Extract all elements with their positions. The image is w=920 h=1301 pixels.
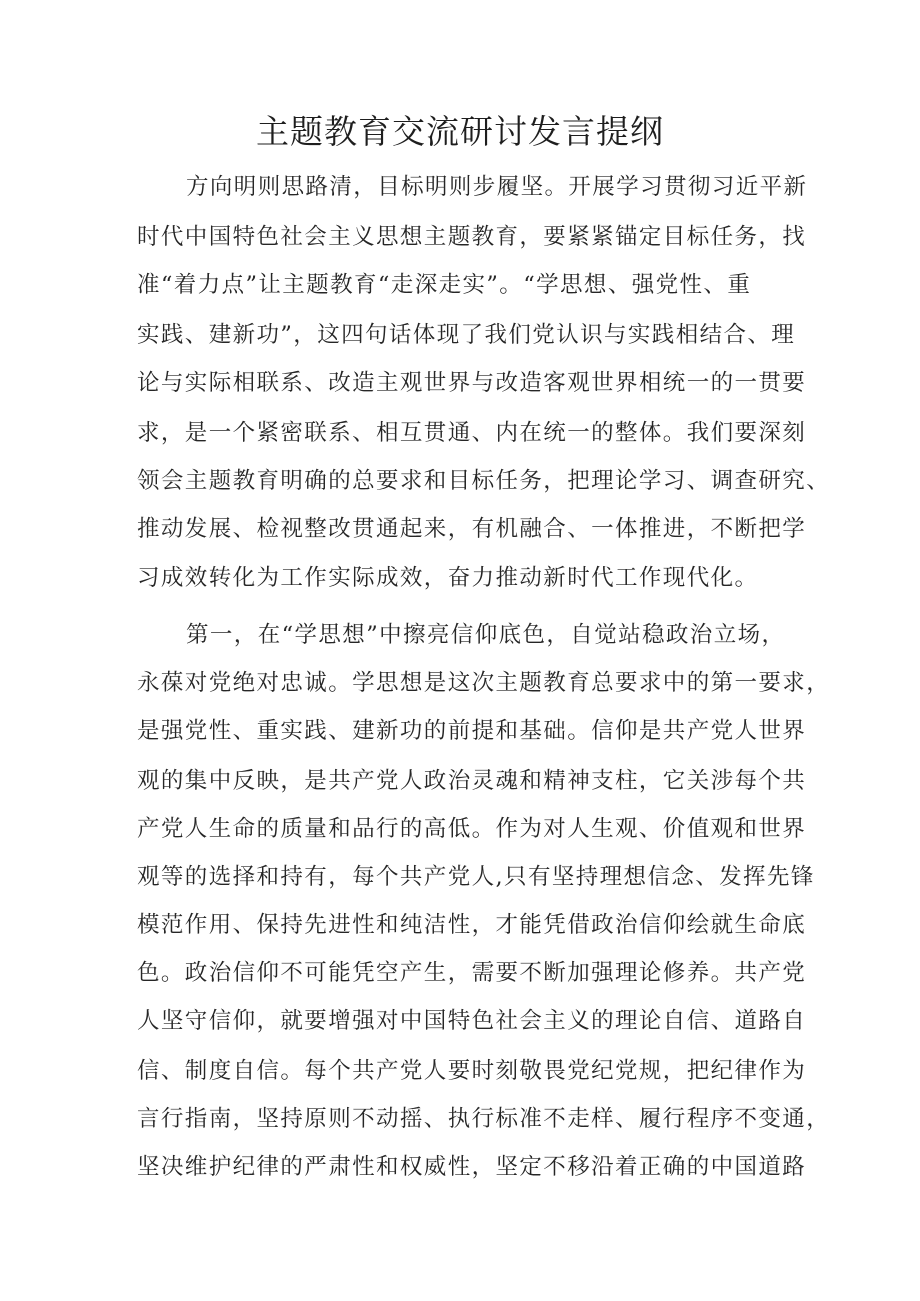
paragraph-line: 准“着力点”让主题教育“走深走实”。“学思想、强党性、重	[137, 272, 752, 298]
paragraph-line: 求，是一个紧密联系、相互贯通、内在统一的整体。我们要深刻	[137, 420, 807, 446]
paragraph-line: 言行指南，坚持原则不动摇、执行标准不走样、履行程序不变通，	[137, 1106, 831, 1132]
paragraph-line: 模范作用、保持先进性和纯洁性，才能凭借政治信仰绘就生命底	[137, 912, 807, 938]
paragraph-line: 领会主题教育明确的总要求和目标任务，把理论学习、调查研究、	[137, 468, 831, 494]
paragraph-line: 坚决维护纪律的严肃性和权威性，坚定不移沿着正确的中国道路	[137, 1154, 807, 1180]
paragraph-line: 方向明则思路清，目标明则步履坚。开展学习贯彻习近平新	[186, 174, 808, 200]
paragraph-line: 论与实际相联系、改造主观世界与改造客观世界相统一的一贯要	[137, 370, 807, 396]
document-title: 主题教育交流研讨发言提纲	[256, 112, 664, 151]
paragraph-line: 色。政治信仰不可能凭空产生，需要不断加强理论修养。共产党	[137, 960, 807, 986]
paragraph-line: 是强党性、重实践、建新功的前提和基础。信仰是共产党人世界	[137, 718, 807, 744]
paragraph-line: 第一，在“学思想”中擦亮信仰底色，自觉站稳政治立场，	[186, 622, 786, 648]
paragraph-line: 永葆对党绝对忠诚。学思想是这次主题教育总要求中的第一要求，	[137, 670, 831, 696]
paragraph-line: 时代中国特色社会主义思想主题教育，要紧紧锚定目标任务，找	[137, 224, 807, 250]
paragraph-line: 产党人生命的质量和品行的高低。作为对人生观、价值观和世界	[137, 816, 807, 842]
paragraph-line: 人坚守信仰，就要增强对中国特色社会主义的理论自信、道路自	[137, 1008, 807, 1034]
paragraph-line: 推动发展、检视整改贯通起来，有机融合、一体推进，不断把学	[137, 516, 807, 542]
paragraph-line: 观等的选择和持有，每个共产党人,只有坚持理想信念、发挥先锋	[137, 864, 815, 890]
paragraph-line: 实践、建新功”，这四句话体现了我们党认识与实践相结合、理	[137, 322, 796, 348]
paragraph-line: 习成效转化为工作实际成效，奋力推动新时代工作现代化。	[137, 565, 759, 591]
paragraph-line: 信、制度自信。每个共产党人要时刻敬畏党纪党规，把纪律作为	[137, 1058, 807, 1084]
paragraph-line: 观的集中反映，是共产党人政治灵魂和精神支柱，它关涉每个共	[137, 768, 807, 794]
